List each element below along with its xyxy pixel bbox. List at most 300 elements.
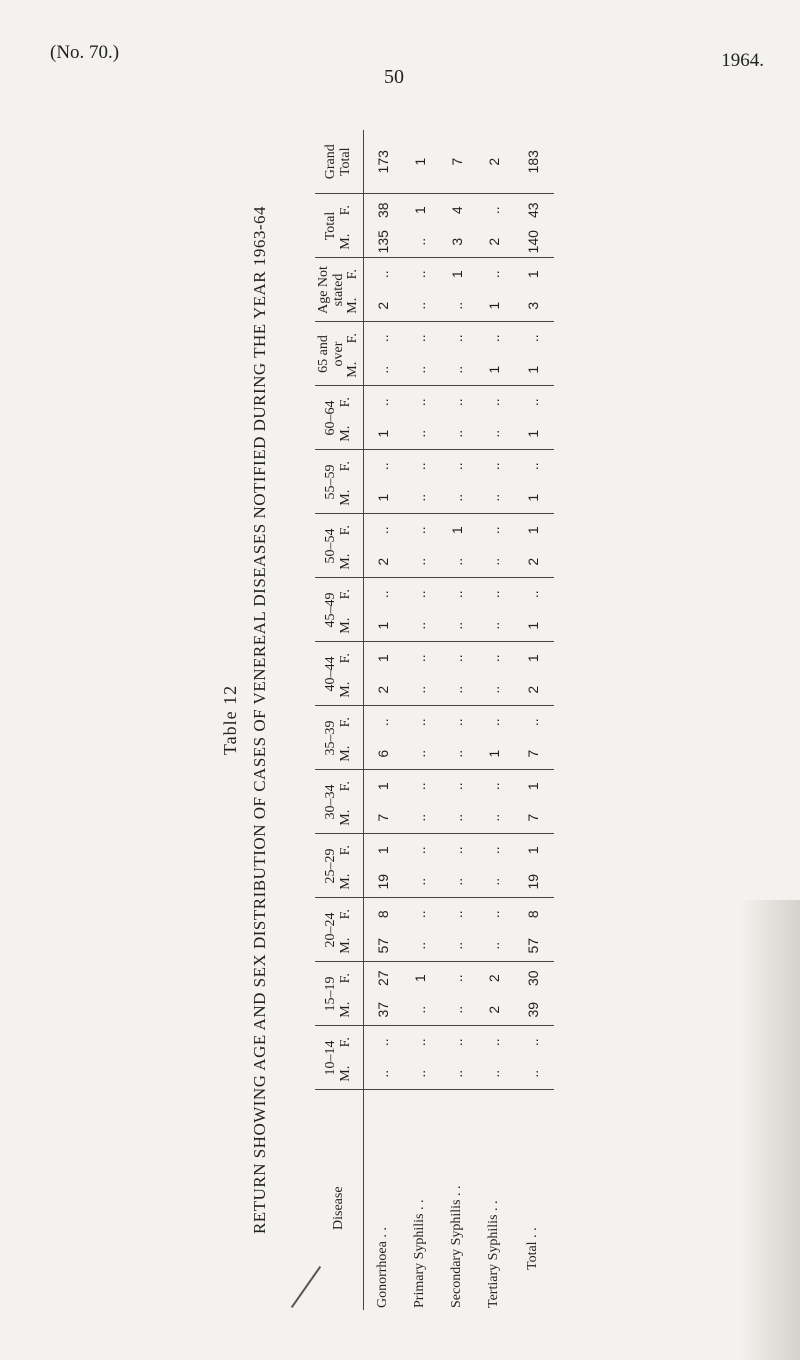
female-count: .. [374,718,391,727]
table-header-row [315,130,364,1310]
table-cell [364,1026,402,1090]
header-age-group [315,706,364,770]
cell-pair [449,771,465,834]
header-age-group [315,770,364,834]
sex-label: M. [345,297,361,314]
cell-pair [525,963,541,1026]
female-count: .. [448,782,465,791]
sex-labels [339,771,354,834]
cell-pair [449,579,465,642]
male-count: .. [485,493,502,502]
female-count: .. [374,590,391,599]
table-cell [364,834,402,898]
sex-label: M. [338,873,353,890]
table-caption: Table 12 [220,684,240,756]
cell-pair [525,707,541,770]
table-cell [438,514,475,578]
sex-label: F. [338,205,353,216]
female-count: .. [411,590,428,599]
female-count: .. [485,782,502,791]
cell-pair [375,323,391,386]
male-count: 140 [525,230,541,254]
cell-pair [449,451,465,514]
male-count: .. [448,1005,465,1014]
male-count: .. [485,877,502,886]
female-count: .. [448,846,465,855]
cell-pair [375,835,391,898]
table-cell [364,514,402,578]
table-cell [364,322,402,386]
female-count: .. [485,910,502,919]
male-count: .. [448,685,465,694]
cell-pair [525,771,541,834]
sex-labels [339,387,354,450]
table-row [401,130,438,1310]
male-count: 1 [525,621,541,630]
female-count: .. [374,398,391,407]
table-cell [401,770,438,834]
table-cell [475,514,512,578]
sex-label: F. [338,1037,353,1048]
male-count: .. [485,557,502,566]
cell-pair [525,451,541,514]
female-count: .. [411,846,428,855]
male-count: .. [448,1069,465,1078]
table-cell [438,578,475,642]
male-count: .. [411,557,428,566]
cell-pair [375,195,391,258]
male-count: 2 [525,557,541,566]
cell-pair [412,387,428,450]
female-count: .. [411,782,428,791]
male-count: 2 [485,1005,502,1014]
page-number: 50 [384,66,404,88]
age-group-label: 10–14 [323,1040,339,1076]
female-count: .. [374,1038,391,1047]
female-count: .. [411,334,428,343]
male-count: 2 [485,237,502,246]
cell-pair [449,643,465,706]
sex-labels [339,1027,354,1090]
sex-labels [339,451,354,514]
table-cell [438,450,475,514]
header-age-group [315,642,364,706]
sex-labels [339,707,354,770]
cell-pair [486,259,502,322]
cell-pair [412,835,428,898]
table-cell [364,194,402,258]
cell-pair [412,195,428,258]
male-count: 1 [374,493,391,502]
table-cell [475,962,512,1026]
table-cell [438,834,475,898]
sex-label: F. [338,461,353,472]
female-count: .. [485,526,502,535]
header-age-group [315,322,364,386]
female-count: .. [411,910,428,919]
male-count: .. [448,749,465,758]
female-count: .. [525,334,541,343]
cell-pair [525,1027,541,1090]
female-count: .. [525,590,541,599]
sex-labels [339,835,354,898]
table-cell [475,322,512,386]
table-row [512,130,554,1310]
cell-pair [375,451,391,514]
female-count: .. [448,398,465,407]
table-cell [401,834,438,898]
male-count: .. [448,877,465,886]
cell-pair [486,771,502,834]
table-cell [364,258,402,322]
document-number: (No. 70.) [50,42,120,63]
male-count: 7 [374,813,391,822]
header-age-group [315,1026,364,1090]
sex-label: F. [338,653,353,664]
cell-pair [449,195,465,258]
male-count: .. [411,429,428,438]
cell-pair [525,579,541,642]
sex-label: M. [338,1065,353,1082]
male-count: 19 [374,873,391,890]
table-cell [438,386,475,450]
table-cell [475,258,512,322]
female-count: .. [411,526,428,535]
female-count: .. [485,846,502,855]
sex-labels [346,259,361,322]
table-cell [512,834,554,898]
sex-label: F. [338,973,353,984]
male-count: 2 [374,301,391,310]
male-count: .. [411,1005,428,1014]
sex-label: M. [338,681,353,698]
row-grand-total: 2 [485,157,502,166]
table-cell [512,194,554,258]
age-group-label: 40–44 [323,656,339,692]
age-group-label: 35–39 [323,720,339,756]
sex-label: M. [338,233,353,250]
header-age-group [315,258,364,322]
male-count: .. [525,1069,541,1078]
table-cell [512,898,554,962]
table-cell [401,322,438,386]
cell-pair [449,259,465,322]
sex-label: F. [338,781,353,792]
cell-pair [412,1027,428,1090]
male-count: .. [448,429,465,438]
age-group-label: 25–29 [323,848,339,884]
male-count: .. [411,1069,428,1078]
cell-pair [525,387,541,450]
female-count: .. [374,526,391,535]
male-count: 57 [525,937,541,954]
female-count: .. [411,1038,428,1047]
cell-pair [525,195,541,258]
cell-pair [486,963,502,1026]
header-age-group [315,578,364,642]
header-grand-total: Grand Total [315,130,364,194]
header-disease: Disease [315,1090,364,1310]
table-cell [438,322,475,386]
table-cell [475,706,512,770]
cell-pair [486,899,502,962]
female-count: 1 [448,270,465,279]
male-count: 1 [525,429,541,438]
table-cell [401,450,438,514]
female-count: 1 [374,846,391,855]
cell-pair [486,323,502,386]
row-grand-total: 1 [411,157,428,166]
cell-pair [412,515,428,578]
female-count: 1 [411,206,428,215]
male-count: .. [411,493,428,502]
row-disease: Total . . [512,1090,554,1310]
male-count: .. [411,301,428,310]
table-cell [364,578,402,642]
female-count: 8 [525,910,541,919]
table-cell [475,898,512,962]
table-cell [401,1026,438,1090]
male-count: .. [485,685,502,694]
table-cell [475,578,512,642]
table-cell [512,258,554,322]
male-count: 1 [485,749,502,758]
female-count: 2 [485,974,502,983]
cell-pair [375,707,391,770]
cell-pair [375,387,391,450]
sex-labels [346,323,361,386]
table-cell [512,770,554,834]
female-count: .. [448,654,465,663]
table-row [364,130,402,1310]
male-count: .. [411,941,428,950]
female-count: .. [411,462,428,471]
cell-pair [412,963,428,1026]
female-count: .. [411,654,428,663]
male-count: 1 [525,365,541,374]
table-cell [475,386,512,450]
cell-pair [375,1027,391,1090]
sex-labels [339,963,354,1026]
male-count: .. [411,365,428,374]
male-count: 19 [525,873,541,890]
page-edge-shadow [740,900,800,1360]
sex-label: M. [338,617,353,634]
table-cell [364,898,402,962]
table-cell [475,194,512,258]
cell-pair [375,771,391,834]
table-cell [438,898,475,962]
female-count: .. [525,462,541,471]
table-cell [512,386,554,450]
sex-label: F. [345,333,361,344]
sex-label: F. [338,525,353,536]
female-count: .. [411,270,428,279]
male-count: 39 [525,1001,541,1018]
document-year: 1964. [721,50,764,71]
male-count: 2 [525,685,541,694]
table-cell [438,1026,475,1090]
table-cell [401,578,438,642]
cell-pair [486,451,502,514]
sex-labels [339,899,354,962]
table-cell [512,322,554,386]
table-cell [401,642,438,706]
table-title: RETURN SHOWING AGE AND SEX DISTRIBUTION OF CASES OF VENEREAL DISEASES NOTIFIED DURING THE YEAR 1963-64 [250,205,269,1235]
male-count: .. [485,429,502,438]
sex-label: M. [338,745,353,762]
row-grand-total: 7 [448,157,465,166]
table-cell [438,642,475,706]
male-count: 1 [485,301,502,310]
male-count: 6 [374,749,391,758]
cell-pair [449,963,465,1026]
female-count: .. [525,718,541,727]
sex-label: M. [338,425,353,442]
row-disease: Gonorrhoea . . [364,1090,402,1310]
cell-pair [375,579,391,642]
sex-labels [339,515,354,578]
female-count: .. [374,334,391,343]
female-count: .. [448,910,465,919]
table-cell [438,770,475,834]
table-row [475,130,512,1310]
table-cell [401,706,438,770]
sex-label: M. [338,489,353,506]
table-cell [475,1026,512,1090]
header-age-group [315,450,364,514]
table-cell [512,706,554,770]
table-cell [512,578,554,642]
female-count: 1 [448,526,465,535]
female-count: 1 [525,654,541,663]
sex-labels [339,579,354,642]
table-cell [364,642,402,706]
cell-pair [375,643,391,706]
male-count: 3 [448,237,465,246]
row-disease: Primary Syphilis . . [401,1090,438,1310]
cell-pair [449,387,465,450]
male-count: .. [448,557,465,566]
cell-pair [412,899,428,962]
cell-pair [525,259,541,322]
female-count: 1 [525,846,541,855]
table-cell [512,1026,554,1090]
cell-pair [525,835,541,898]
male-count: 37 [374,1001,391,1018]
female-count: .. [448,462,465,471]
table-cell [364,770,402,834]
cell-pair [412,323,428,386]
cell-pair [375,899,391,962]
age-group-label: 65 and over [315,335,346,373]
male-count: .. [485,1069,502,1078]
male-count: .. [374,1069,391,1078]
table-cell [512,450,554,514]
cell-pair [449,323,465,386]
female-count: .. [485,462,502,471]
header-age-group [315,514,364,578]
female-count: .. [485,654,502,663]
cell-pair [375,259,391,322]
female-count: .. [485,334,502,343]
table-cell [475,770,512,834]
cell-pair [449,707,465,770]
sex-label: F. [338,589,353,600]
table-cell [401,194,438,258]
female-count: .. [374,270,391,279]
header-age-group [315,962,364,1026]
male-count: .. [448,621,465,630]
cell-pair [486,707,502,770]
sex-label: M. [338,937,353,954]
female-count: .. [485,718,502,727]
female-count: 8 [374,910,391,919]
cell-pair [525,323,541,386]
male-count: 57 [374,937,391,954]
male-count: .. [448,365,465,374]
female-count: .. [485,206,502,215]
age-group-label: 45–49 [323,592,339,628]
female-count: .. [448,1038,465,1047]
row-disease: Secondary Syphilis . . [438,1090,475,1310]
sex-label: F. [338,717,353,728]
age-group-label: Age Not stated [315,266,346,314]
cell-pair [525,515,541,578]
cell-pair [375,515,391,578]
age-group-label: Total [323,211,339,241]
male-count: .. [448,493,465,502]
sex-label: M. [338,1001,353,1018]
cell-pair [449,515,465,578]
table-cell [512,962,554,1026]
female-count: 1 [525,782,541,791]
cell-pair [525,643,541,706]
age-group-label: 60–64 [323,400,339,436]
sex-label: F. [338,909,353,920]
cell-pair [449,899,465,962]
male-count: .. [448,301,465,310]
cell-pair [412,579,428,642]
header-age-group [315,834,364,898]
male-count: 3 [525,301,541,310]
table-cell [364,386,402,450]
cell-pair [412,771,428,834]
female-count: .. [485,270,502,279]
female-count: .. [485,398,502,407]
female-count: .. [485,1038,502,1047]
male-count: .. [411,237,428,246]
rotated-table-block [220,130,800,1310]
row-disease: Tertiary Syphilis . . [475,1090,512,1310]
female-count: .. [448,974,465,983]
table-cell [512,642,554,706]
table-cell [438,258,475,322]
female-count: .. [448,334,465,343]
male-count: 1 [374,429,391,438]
female-count: 1 [411,974,428,983]
female-count: .. [374,462,391,471]
male-count: 1 [485,365,502,374]
sex-label: F. [345,269,361,280]
female-count: .. [448,590,465,599]
male-count: 7 [525,749,541,758]
male-count: .. [485,621,502,630]
female-count: 1 [374,782,391,791]
cell-pair [449,1027,465,1090]
table-cell [512,514,554,578]
cell-pair [486,195,502,258]
